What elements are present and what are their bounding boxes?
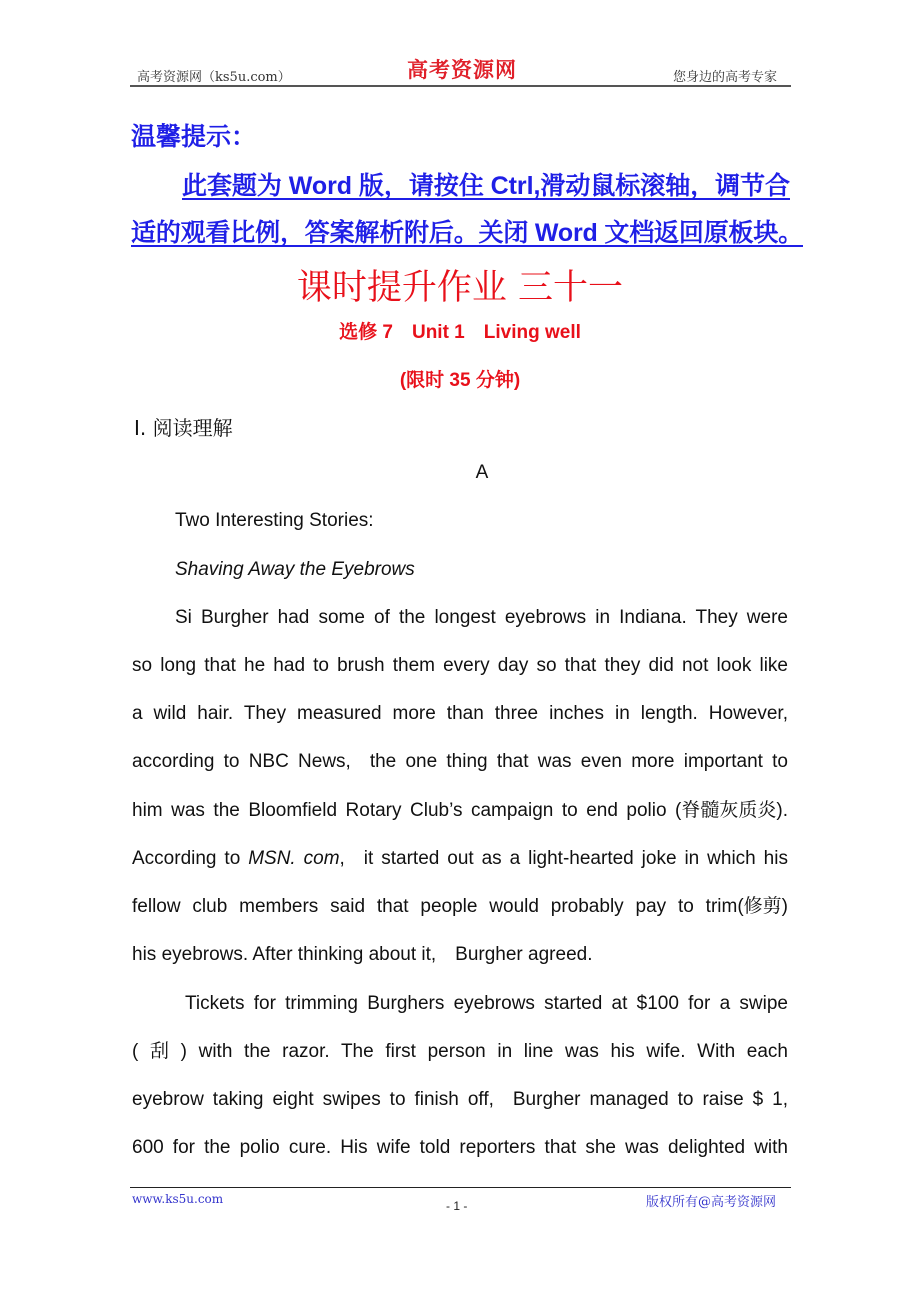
text-line: him was the Bloomfield Rotary Club’s campaign to end polio (脊髓灰质炎). <box>132 800 788 821</box>
story-title: Shaving Away the Eyebrows <box>175 559 415 580</box>
notice-title: 温馨提示： <box>131 123 257 151</box>
text-line: Tickets for trimming Burghers eyebrows started at $100 for a swipe <box>185 993 788 1014</box>
notice-line-2[interactable]: 适的观看比例，答案解析附后。关闭 Word 文档返回原板块。 <box>131 219 803 247</box>
section-heading: Ⅰ. 阅读理解 <box>134 416 233 440</box>
page-title: 课时提升作业 三十一 <box>296 268 624 308</box>
site-logo: 高考资源网 <box>407 57 517 82</box>
notice-line-1-box <box>182 171 790 201</box>
text-line: Si Burgher had some of the longest eyebrows in Indiana. They were <box>175 607 788 628</box>
text-line: eyebrow taking eight swipes to finish off, Burgher managed to raise $ 1, <box>132 1089 788 1110</box>
footer-rule <box>130 1187 791 1188</box>
subtitle: 选修 7 Unit 1 Living well <box>339 322 581 343</box>
text-line: his eyebrows. After thinking about it, Burgher agreed. <box>132 944 593 965</box>
text-line: according to NBC News, the one thing that was even more important to <box>132 751 788 772</box>
text-line: 600 for the polio cure. His wife told reporters that she was delighted with <box>132 1137 788 1158</box>
header-right: 您身边的高考专家 <box>673 70 778 85</box>
text-line <box>132 847 788 871</box>
footer-link[interactable]: www.ks5u.com <box>132 1192 224 1206</box>
text-segment: , it started out as a light-hearted joke in which his <box>339 848 788 869</box>
footer-right: 版权所有@高考资源网 <box>646 1195 777 1210</box>
text-line: so long that he had to brush them every day so that they did not look like <box>132 655 788 676</box>
text-line: a wild hair. They measured more than three inches in length. However, <box>132 703 788 724</box>
source-name: MSN. com <box>248 848 340 869</box>
header-rule <box>130 85 791 87</box>
text-line: fellow club members said that people would probably pay to trim(修剪) <box>132 896 788 917</box>
header-left: 高考资源网（ks5u.com） <box>137 70 291 85</box>
passage-label: A <box>475 462 489 483</box>
passage-heading: Two Interesting Stories: <box>175 510 374 531</box>
notice-line-2-box <box>131 218 803 248</box>
time-limit: (限时 35 分钟) <box>399 370 521 391</box>
notice-line-1[interactable]: 此套题为 Word 版，请按住 Ctrl,滑动鼠标滚轴，调节合 <box>182 172 790 200</box>
text-segment: According to <box>132 848 249 869</box>
text-line: ( 刮 ) with the razor. The first person in line was his wife. With each <box>132 1041 788 1062</box>
page-number: - 1 - <box>446 1199 468 1213</box>
